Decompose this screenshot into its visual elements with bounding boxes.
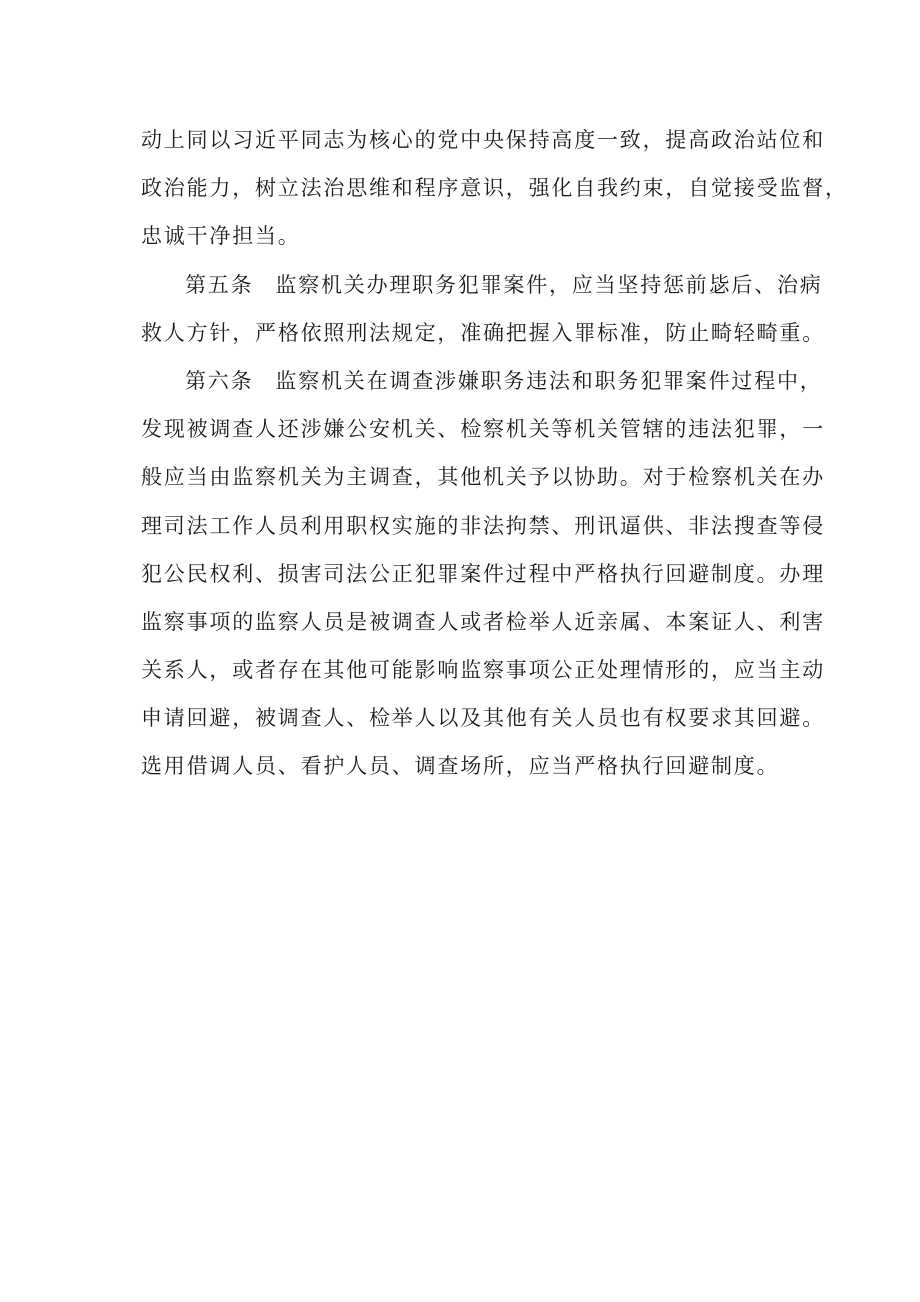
text-line: 理司法工作人员利用职权实施的非法拘禁、刑讯逼供、非法搜查等侵 — [141, 513, 825, 538]
text-line: 选用借调人员、看护人员、调查场所，应当严格执行回避制度。 — [141, 754, 780, 779]
article-first-line — [141, 261, 823, 309]
document-body — [141, 116, 848, 791]
text-line: 申请回避，被调查人、检举人以及其他有关人员也有权要求其回避。 — [141, 706, 825, 731]
text-line: 关系人，或者存在其他可能影响监察事项公正处理情形的，应当主动 — [141, 658, 825, 683]
article-first-line — [141, 357, 823, 405]
article-5 — [141, 261, 825, 357]
text-line: 犯公民权利、损害司法公正犯罪案件过程中严格执行回避制度。办理 — [141, 561, 825, 586]
text-line: 般应当由监察机关为主调查，其他机关予以协助。对于检察机关在办 — [141, 465, 825, 490]
text-line: 政治能力，树立法治思维和程序意识，强化自我约束，自觉接受监督， — [141, 176, 848, 201]
article-label: 第六条 — [185, 368, 254, 393]
text-line: 监察事项的监察人员是被调查人或者检举人近亲属、本案证人、利害 — [141, 609, 825, 634]
article-text: 监察机关在调查涉嫌职务违法和职务犯罪案件过程中， — [275, 368, 823, 393]
text-line: 救人方针，严格依照刑法规定，准确把握入罪标准，防止畸轻畸重。 — [141, 320, 825, 345]
paragraph-intro — [141, 116, 848, 261]
article-label: 第五条 — [185, 272, 254, 297]
text-line: 发现被调查人还涉嫌公安机关、检察机关等机关管辖的违法犯罪，一 — [141, 417, 825, 442]
article-text: 监察机关办理职务犯罪案件，应当坚持惩前毖后、治病 — [275, 272, 823, 297]
text-line: 忠诚干净担当。 — [141, 224, 301, 249]
text-line: 动上同以习近平同志为核心的党中央保持高度一致，提高政治站位和 — [141, 128, 825, 152]
article-6 — [141, 357, 825, 791]
